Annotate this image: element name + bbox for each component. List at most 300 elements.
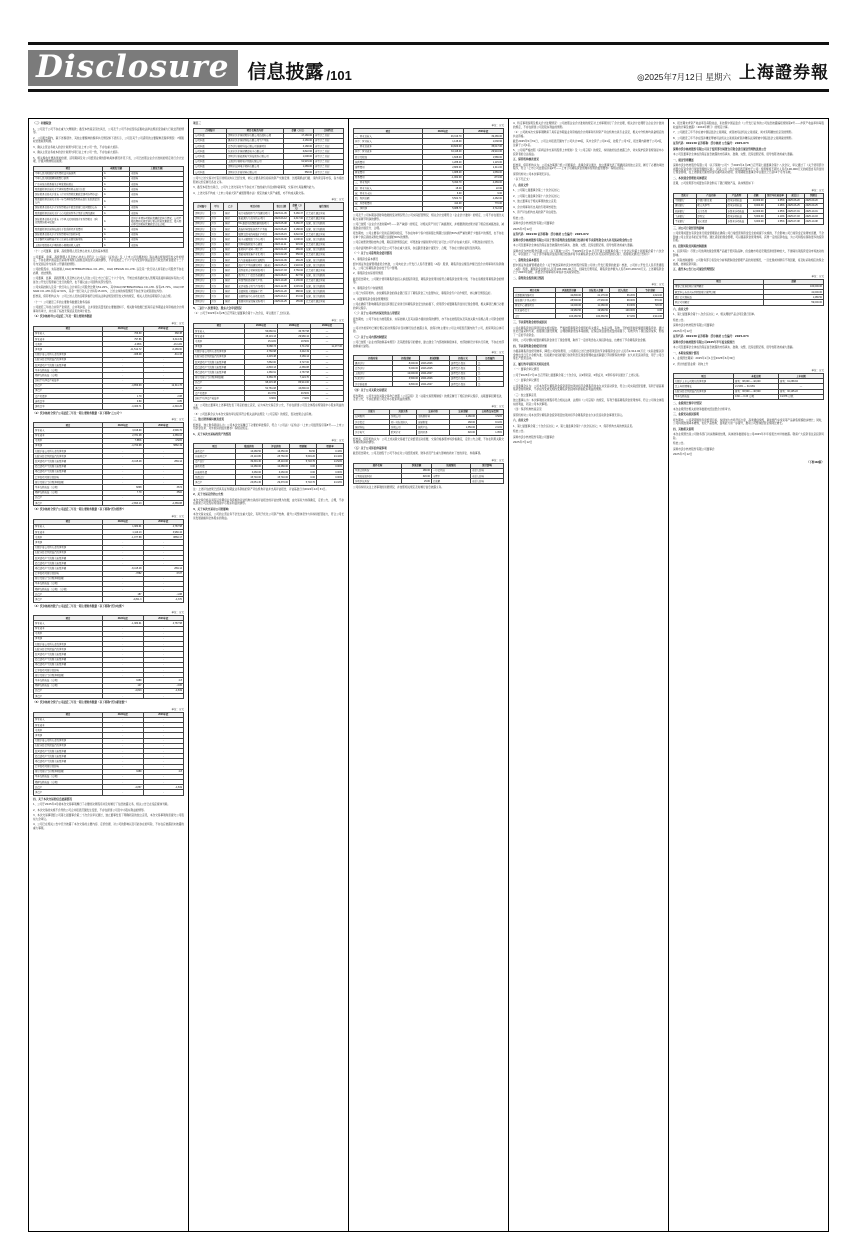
table-cell: 现金及现金等价物净增加额	[34, 673, 103, 678]
table-cell: 营业成本	[34, 433, 103, 438]
column-header: 合同编号	[194, 203, 211, 211]
column-header: 交易金额	[450, 409, 477, 414]
table-cell: -	[103, 774, 144, 779]
table-cell: 3,712.00	[463, 206, 504, 211]
table-cell: -	[103, 652, 144, 657]
table-cell: -	[103, 378, 144, 383]
column-header: 金额（万元）	[290, 203, 305, 211]
table-cell: 52,781.08	[245, 386, 278, 391]
table-cell: 净利润	[34, 540, 103, 545]
table-cell: 沃尔	[210, 284, 224, 289]
text-column	[508, 119, 668, 1231]
table-cell: 营业成本	[194, 334, 245, 339]
litigation-table	[353, 463, 504, 485]
body-paragraph: 2025年7月12日	[513, 441, 533, 445]
body-paragraph: 报告期内，公司主要客户及供应商相对稳定，不存在向单个客户的销售比例超过总额的50%或严重依赖于少数客户的情况，也不存在对单个供应商的采购比例超过总额的50%的情形。	[353, 232, 505, 239]
table-cell: 22.00	[463, 186, 504, 191]
table-cell: 保本浮动收益	[726, 203, 747, 208]
table-cell: -	[143, 368, 184, 373]
table-cell: -	[103, 780, 144, 785]
table-cell: 检测实验室设备采购项目	[237, 299, 273, 304]
table-cell: 东莞市沃尔核材精密电子有限公司	[227, 149, 284, 154]
table-cell: -	[103, 368, 144, 373]
table-cell: 深圳沃尔	[194, 242, 211, 247]
body-paragraph: （1）公司就本次交易事项聘请了具有证券期货业务资格的会计师事务所和资产评估机构出具专业意见，相关中介机构均具备相应的执业资格。	[513, 131, 664, 138]
table-cell: 新能源汽车高压线束项目	[237, 216, 273, 221]
table-cell: -	[143, 790, 184, 795]
table-cell: 36,787.58	[278, 328, 311, 333]
table-cell: 筹资活动产生的现金流量净额	[34, 469, 103, 474]
table-cell: 盈利：31,268.94	[779, 379, 824, 384]
table-cell: 深圳沃尔	[194, 268, 211, 273]
table-cell: 核材	[224, 232, 238, 237]
table-cell: 盈利：30,105.22	[779, 389, 824, 394]
section-heading: 五、保荐机构核查意见	[513, 158, 539, 161]
body-paragraph: 独立董事认为：本次事项的决策程序符合相关法律、法规和《公司章程》的规定，有利于提高募集资金使用效率，符合公司和全体股东的利益，同意公司本次事项。	[513, 399, 664, 406]
body-paragraph: 深圳市沃尔核材股份有限公司（以下简称"公司"）于2025年7月11日召开第七届董事会第二十次会议和第七届监事会第十六次会议，审议通过了《关于部分募集资金投资项目结项并将节余募集资金永久补充流动资金的议案》，现将相关情况公告如下：	[513, 249, 664, 256]
table-cell: 28,500.00	[556, 298, 583, 303]
cash-mgmt-table	[673, 193, 824, 225]
table-cell: 国家税务总局关于发布《中华人民共和国企业所得税月（季）度预缴纳税申报表》	[34, 216, 103, 227]
table-cell: -	[103, 717, 144, 722]
table-cell: 368.38	[143, 331, 184, 336]
table-cell: -4.08%	[103, 342, 144, 347]
table-cell: 沃尔	[210, 221, 224, 226]
table-cell: 0.00	[290, 464, 317, 469]
table-cell: 公司本部	[194, 138, 227, 143]
table-cell: 8860.17	[143, 535, 184, 540]
table-cell: 570.00	[637, 298, 664, 303]
table-cell: 净资产	[34, 500, 103, 505]
table-cell: 核材	[224, 299, 238, 304]
table-cell: 新能源汽车线束项目	[514, 298, 556, 303]
table-cell: 沃尔	[210, 263, 224, 268]
body-paragraph: 深圳市沃尔核材股份有限公司董事会	[673, 324, 715, 328]
table-cell: 688.00	[290, 289, 305, 294]
related-party-table	[353, 409, 504, 436]
table-cell: 审理中	[432, 473, 471, 478]
table-cell: 深圳沃尔新能源电气科技股份有限公司	[227, 154, 284, 159]
column-header: 金额	[747, 193, 765, 198]
table-cell: -869.14	[143, 459, 184, 464]
table-cell: 1,380.91	[245, 370, 278, 375]
column-header: 增值率	[317, 444, 344, 449]
body-paragraph: 公司已与保荐机构、存放募集资金的商业银行签订了募集资金三方监管协议，募集资金专户运作规范，协议履行情况良好。	[353, 292, 494, 295]
table-cell: 12,000.00	[393, 371, 420, 376]
table-cell: 1,918.00	[290, 263, 305, 268]
table-cell: 辐照交联电线电缆扩产项目	[237, 232, 273, 237]
table-cell: -	[103, 357, 144, 362]
table-cell: 盈利：36,500 — 40,500	[734, 389, 779, 394]
column-header: 2024年度	[103, 519, 144, 524]
body-paragraph: 为提高募集资金使用效率，降低公司财务费用，公司拟将上述已结项项目的节余募集资金合计人民币2,914.00万元（实际金额以资金转出当日专户余额为准，包括累计收到的银行存款利息及现金管理收益扣除银行手续费等的净额）永久补充流动资金，用于公司日常生产经营活动。	[513, 350, 664, 361]
table-cell: 总资产	[34, 495, 103, 500]
table-cell: 2.35%	[765, 198, 786, 203]
table-cell: 3,188.00	[290, 226, 305, 231]
table-cell: 营业收入	[34, 524, 103, 529]
table-cell: 8,000.00	[393, 361, 420, 366]
table-cell: 3,980.44	[143, 530, 184, 535]
table-cell: 归属于母公司所有者的净利润	[34, 352, 103, 357]
table-cell: 销售费用	[354, 160, 423, 165]
column-header: 项目内容	[237, 203, 273, 211]
body-paragraph: 公司存货周转率与同行业可比公司不存在重大差异，存货跌价准备计提充分、合理，不存在大额存货积压的风险。	[353, 246, 483, 250]
table-cell: 29,370.00	[263, 480, 290, 485]
section-heading: 项目三	[193, 122, 201, 125]
table-cell: 上海市财政局关于增值税小规模纳税人减免	[34, 242, 103, 247]
table-cell: -	[103, 738, 144, 743]
table-cell: 高性能复合材料研发项目	[237, 268, 273, 273]
table-cell: 自签订之日起	[314, 138, 344, 143]
table-cell: 深圳沃尔	[194, 237, 211, 242]
table-cell: 在建，按计划推进	[305, 263, 344, 268]
body-paragraph: 本公司及董事会全体成员保证信息披露的内容真实、准确、完整，没有虚假记载、误导性陈述或重大遗漏。	[673, 153, 795, 156]
table-cell: -	[143, 561, 184, 566]
table-cell: 在建，按计划推进	[305, 221, 344, 226]
column-header: 2023年度	[143, 519, 184, 524]
table-cell: 2024-2027	[420, 381, 450, 386]
table-cell: 12,000.00	[747, 209, 765, 214]
body-paragraph: 公司与上述交易对方签订的相关协议已经生效，协议主要条款包括标的资产交割安排、过渡期损益归属、违约责任等内容，各方将按照协议约定履行各自义务。	[193, 177, 344, 184]
body-paragraph: 5、公司将严格按照《深圳证券交易所股票上市规则》及《公司章程》的规定，持续做好信息披露工作，切实保护投资者特别是中小投资者的合法权益。	[513, 149, 664, 156]
table-cell: -	[103, 550, 144, 555]
table-cell: 915.00	[290, 242, 305, 247]
table-cell: 招商银行	[674, 209, 697, 214]
table-cell: -11,512.72	[103, 347, 144, 352]
body-paragraph: 截至报告期末，公司及控股子公司不存在对公司经营成果、财务状况产生重大影响的尚未了结的诉讼、仲裁事项。	[353, 452, 483, 456]
table-cell: 69.50	[290, 449, 317, 454]
table-cell: —	[311, 360, 344, 365]
body-paragraph: 公司实际控制人及其一致行动人合计持有公司股份比例为51.20%，其中OGQ INTERNATIONAL CO.,LTD. 持有23.70%，OGQ DESIGN CO.,LTD.持有12.50%，其余一致行动人合计持有15.00%，上述主体的持股情况不存在争议或者潜在纠纷。	[33, 286, 184, 293]
table-cell: 深圳沃尔	[194, 221, 211, 226]
table-cell: 沃尔	[210, 268, 224, 273]
table-cell: 1,586.00	[463, 154, 504, 159]
table-cell: 税金及附加	[354, 154, 423, 159]
table-cell: 扣除非经常性损益后的净利润	[34, 550, 103, 555]
table-cell: 国家税务总局关于企业所得税年度纳税申报	[34, 232, 103, 237]
section-heading: 深圳市沃尔核材股份有限公司关于部分募集资金投资项目结项并将节余募集资金永久补充流动资金的公告	[513, 238, 633, 242]
table-row	[34, 597, 184, 602]
body-paragraph: 本公司及董事会全体成员保证信息披露的内容真实、准确、完整，没有虚假记载、误导性陈述或重大遗漏。	[673, 346, 795, 350]
section-heading: （三）关于公司内部控制情况	[353, 335, 387, 339]
table-cell: -	[143, 581, 184, 586]
table-cell: 毛利率	[34, 342, 103, 347]
table-cell: 热缩材料智能制造生产基地	[237, 226, 273, 231]
table-cell: -	[103, 581, 144, 586]
table-cell: 稀释每股收益（元/股）（元/股）	[34, 587, 103, 592]
table-cell: 已完成并通过验收	[305, 278, 344, 283]
table-cell: 4,482.00	[463, 196, 504, 201]
table-cell: 2023-09-30	[273, 237, 290, 242]
table-cell: 销售产品	[417, 425, 450, 430]
table-cell: 沃尔投资	[354, 420, 390, 425]
section-heading: （1）沃尔核材母公司最近三年及一期主要财务数据	[33, 315, 92, 319]
table-cell: 3,711.52	[278, 344, 311, 349]
table-cell: 1,608.00	[423, 154, 464, 159]
table-cell: 无影响	[130, 176, 184, 181]
table-cell: 汇率变动对现金的影响	[34, 764, 103, 769]
body-paragraph: （以下无正文）	[513, 178, 532, 181]
body-paragraph: 本次交易价格以具有证券期货业务资格的评估机构出具的评估报告的评估结果为依据，由交易双方协商确定，定价公允、合理，不存在损害公司及股东特别是中小股东利益的情形。	[193, 498, 344, 506]
body-paragraph: 1、第七届董事会第十八次会议决议；2、相关理财产品合同及银行回单。	[673, 313, 757, 317]
table-cell: -4,760.98	[103, 443, 144, 448]
column-header: 2023年度	[463, 129, 504, 134]
table-cell: 2024-04-09	[273, 258, 290, 263]
table-cell: 168.00	[450, 420, 477, 425]
body-paragraph: 注：上述评估结果已经具有证券期货业务资格的资产评估机构评估并出具评估报告，评估基准日为2024年12月31日。	[193, 487, 329, 491]
table-cell: 无影响	[130, 242, 184, 247]
table-cell: 无影响	[130, 197, 184, 205]
table-row	[34, 500, 184, 505]
table-cell: 56,680.91	[245, 328, 278, 333]
body-paragraph: 特此公告。	[513, 430, 526, 434]
section-heading: （四）关于公司关联交易情况	[353, 389, 387, 393]
fin-table-2	[33, 422, 184, 506]
body-paragraph: 公司于2025年7月11日召开第七届董事会第二十次会议，以9票同意、0票反对、0票弃权审议通过了上述议案。	[513, 373, 642, 377]
table-cell: 46,319.70	[423, 134, 464, 139]
table-cell: -	[103, 673, 144, 678]
cash-summary-table	[673, 279, 824, 306]
table-cell: 40,829.00	[423, 144, 464, 149]
body-paragraph: 4、上述交易不构成《上市公司重大资产重组管理办法》规定的重大资产重组，亦不构成关联交易。	[193, 191, 307, 195]
body-paragraph: 2025年7月12日	[513, 227, 533, 231]
table-cell: 720.00	[637, 303, 664, 308]
table-cell: 41,000.00	[764, 290, 824, 295]
table-cell: 4,415.48	[245, 354, 278, 359]
table-cell: 非流动负债	[194, 470, 236, 475]
table-cell: 100,000.00	[764, 284, 824, 289]
table-cell: 2024-10-28	[273, 278, 290, 283]
body-paragraph: 2、本次交易的实施不会导致公司合并报表范围发生变更，不存在损害公司及中小股东利益的情形。	[33, 808, 147, 812]
table-cell: 基本每股收益（元/股）	[34, 485, 103, 490]
table-cell: -	[143, 631, 184, 636]
table-cell: 2024-07-03	[273, 268, 290, 273]
table-cell: -468.09	[103, 352, 144, 357]
table-cell: -	[103, 495, 144, 500]
table-cell: -8,415.48	[103, 566, 144, 571]
table-cell: -869.14	[143, 566, 184, 571]
table-cell: 减：营业外支出	[354, 191, 423, 196]
table-cell: A	[103, 197, 130, 205]
table-cell: 深圳沃尔	[194, 252, 211, 257]
table-cell: 核材	[224, 258, 238, 263]
table-cell: 6.00	[423, 191, 464, 196]
column-header: 本报告期	[734, 374, 779, 379]
table-cell: 2,411.00	[463, 165, 504, 170]
table-cell: 深圳沃尔	[194, 263, 211, 268]
body-paragraph: 报告期内，公司不存在为控股股东、实际控制人及其关联方提供担保的情形，亦不存在控股股东及其他关联方违规占用公司资金的情形。	[353, 317, 504, 324]
table-cell: 专利权侵权纠纷	[354, 473, 402, 478]
body-paragraph: 2025年7月12日	[673, 329, 693, 333]
table-cell: -	[143, 545, 184, 550]
table-cell: 采购原材料	[417, 414, 450, 419]
table-cell: 汇率变动对现金的影响	[34, 571, 103, 576]
table-cell: 营业收入	[194, 328, 245, 333]
table-cell: -	[143, 469, 184, 474]
table-cell: 现金及现金等价物净增加额	[34, 480, 103, 485]
table-cell: 45,110.00	[263, 459, 290, 464]
table-cell: 7,882.00	[245, 360, 278, 365]
table-cell: -	[103, 647, 144, 652]
table-cell: 深圳沃尔	[194, 273, 211, 278]
table-cell: 核材科技	[354, 425, 390, 430]
table-cell: —	[311, 365, 344, 370]
table-cell: 沃尔电气	[354, 430, 390, 435]
column-header: 预计年化收益率	[765, 193, 786, 198]
guarantee-table	[353, 355, 504, 387]
table-cell: 320.00	[450, 430, 477, 435]
table-cell: -16.14%	[143, 342, 184, 347]
table-cell: 财务费用	[354, 175, 423, 180]
table-cell: 国家税务总局关于企业所得税若干政策征管口径问题的公告	[34, 205, 103, 210]
body-paragraph: 深圳市沃尔核材股份有限公司（以下简称"公司"）于2025年4月28日召开第七届董事会第十八次会议，审议通过了《关于使用部分闲置自有资金进行现金管理的议案》，同意公司（含合并报表范围内子公司）使用额度不超过人民币100,000万元的闲置自有资金进行现金管理，在上述额度范围内资金可循环滚动使用，使用期限自董事会审议通过之日起12个月内有效。	[673, 164, 824, 174]
table-cell: 毛利率	[34, 535, 103, 540]
table-cell: 4,787.58	[143, 621, 184, 626]
table-cell: 2023-2026	[420, 361, 450, 366]
section-heading: 五、履行的审议程序及相关意见	[513, 362, 550, 366]
body-paragraph: （1）公司于2025年4月28日召开第七届董事会第十八次会议，审议通过了上述议案。	[193, 312, 292, 316]
table-cell: 1,988.00	[423, 170, 464, 175]
table-cell: 无影响	[130, 187, 184, 192]
table-cell: 2024-2027	[420, 371, 450, 376]
column-header: 项目名称及内容	[227, 128, 284, 133]
column-header: 到期日	[804, 193, 824, 198]
table-cell: 净利润	[34, 443, 103, 448]
table-cell: -	[143, 780, 184, 785]
table-cell: 21.53% — 34.33%	[734, 384, 779, 389]
table-row	[514, 313, 664, 318]
table-cell: 净资产	[34, 790, 103, 795]
table-cell: 6,727.00	[278, 360, 311, 365]
forecast-table	[673, 373, 824, 400]
table-cell: 94.00%	[610, 303, 637, 308]
table-cell: -	[143, 759, 184, 764]
table-cell: 已完成并通过验收	[305, 216, 344, 221]
table-cell: 4,469.00	[463, 180, 504, 185]
table-row	[354, 430, 504, 435]
table-cell: 29,980.44	[278, 334, 311, 339]
table-cell: 归属于母公司所有者的净利润	[34, 738, 103, 743]
table-cell: 沃尔	[210, 237, 224, 242]
table-cell: -	[143, 723, 184, 728]
table-cell: 29,910.00	[463, 149, 504, 154]
tax-policy-table	[33, 166, 184, 249]
table-unit-label: 单位：万元	[651, 283, 664, 286]
section-heading: 四、其他相关说明	[673, 427, 694, 431]
table-cell: 3,260.00	[236, 470, 263, 475]
table-cell: 41,176.00	[583, 293, 610, 298]
column-header: 上年同期	[779, 374, 824, 379]
table-cell: 毛利率	[34, 728, 103, 733]
body-paragraph: 本次业绩预告相关的财务数据未经注册会计师审计。	[673, 407, 733, 411]
body-paragraph: 4、特定事项说明及相关会计处理情况：公司按照企业会计准则的规定对上述事项进行了会计处理，相关会计处理符合企业会计准则的规定，不存在损害公司及股东利益的情形。	[513, 122, 664, 129]
table-cell: 3,018.90	[103, 428, 144, 433]
table-cell: 2023-2025	[420, 366, 450, 371]
section-heading: （2）沃尔核材全资子公司最近三年及一期主要财务数据（以下简称"乙公司"）	[33, 411, 124, 415]
table-unit-label: 单位：万元	[491, 404, 504, 408]
body-paragraph: 3、独立董事关于相关事项的独立意见；	[513, 200, 559, 203]
fin-table-3	[33, 519, 184, 603]
table-cell: 11,280.00	[583, 303, 610, 308]
table-cell: 沃尔	[210, 273, 224, 278]
column-header: 关联关系	[390, 409, 417, 414]
table-cell: -	[103, 790, 144, 795]
article-columns	[28, 118, 829, 1232]
table-cell: 5,718.70	[290, 480, 317, 485]
table-unit-label: 单位：万元	[171, 707, 184, 711]
body-paragraph: 近期，公司使用部分闲置自有资金购买了银行理财产品，具体情况如下：	[673, 182, 756, 185]
table-cell: 深圳沃尔	[194, 294, 211, 299]
table-cell: 是	[477, 381, 504, 386]
table-cell: 96.20%	[610, 293, 637, 298]
table-cell: 1,008.00	[284, 154, 314, 159]
section-heading: 四、节余募集资金的使用计划	[513, 344, 547, 348]
table-cell: 5,000.00	[393, 366, 420, 371]
table-cell: -	[143, 449, 184, 454]
table-cell: 深圳沃尔	[194, 258, 211, 263]
table-cell: 智能电网设备产业化项目	[237, 252, 273, 257]
body-paragraph: 经核查，独立财务顾问认为：公司本次交易履行了必要的审批程序，符合《公司法》《证券法》《上市公司监管指引第8号——上市公司资金往来、对外担保的监管要求》等相关规定。	[193, 423, 344, 431]
table-cell: 长园集团	[354, 414, 390, 419]
column-header: 涉案金额	[402, 463, 432, 468]
table-cell: 1,288.00	[423, 160, 464, 165]
table-cell: 投资活动产生的现金流量净额	[34, 464, 103, 469]
body-paragraph: 1、第七届董事会第二十次会议决议；2、第七届监事会第十六次会议决议；3、保荐机构出具的核查意见。	[513, 424, 635, 428]
table-cell: 仓储物流中心自动化改造	[237, 294, 273, 299]
table-cell: 42,800.00	[556, 293, 583, 298]
table-cell: 五、净利润	[354, 206, 423, 211]
table-cell: 沃尔	[210, 247, 224, 252]
table-cell: 23,651.30	[236, 480, 263, 485]
table-row	[354, 381, 504, 386]
table-cell: -	[143, 475, 184, 480]
table-cell: 建设银行	[674, 203, 697, 208]
table-cell: 非保本浮动收益	[726, 219, 747, 224]
table-row	[34, 197, 184, 205]
table-cell: 董事会批准的现金管理额度	[674, 284, 764, 289]
table-cell: 在建，按计划推进	[305, 247, 344, 252]
table-cell: 其中：营业收入	[354, 139, 423, 144]
table-cell: 稀释每股收益（元/股）	[34, 683, 103, 688]
table-cell: -	[103, 464, 144, 469]
table-cell: -4,389.88	[143, 500, 184, 505]
table-cell: 扣除非经常性损益后的净利润	[34, 454, 103, 459]
table-cell: 沃尔	[210, 242, 224, 247]
table-cell: 2023-06-20	[273, 226, 290, 231]
table-cell: 核材	[224, 294, 238, 299]
table-cell: 0.30 — 0.33 元/股	[734, 394, 779, 399]
table-cell: 公司本部	[194, 149, 227, 154]
continued-note: （下转102版）	[806, 460, 824, 464]
table-cell: 2.10%	[477, 425, 504, 430]
table-cell: 4,787.58	[278, 370, 311, 375]
table-cell: 4.52%	[143, 438, 184, 443]
table-cell: A	[103, 205, 130, 210]
table-cell: 扣除非经常性损益后的净利润	[34, 743, 103, 748]
table-cell: 186.00	[402, 468, 432, 473]
table-cell: 12,480.00	[236, 464, 263, 469]
table-cell: -8,415.48	[103, 459, 144, 464]
body-paragraph: 7、公司最近三年不存在被中国证监会立案调查，或者被司法机关立案侦查，尚未有明确结论意见的情形。	[673, 131, 794, 134]
table-cell: -2,893.13	[103, 500, 144, 505]
column-header: 2024年度	[103, 326, 144, 331]
table-cell: 2023-01-05	[273, 211, 290, 216]
table-cell: 基本每股收益（元/股）	[34, 774, 103, 779]
table-cell: 提供劳务	[417, 430, 450, 435]
table-cell: -	[143, 587, 184, 592]
column-header: 项目	[34, 519, 103, 524]
table-cell: 资产总计	[194, 459, 236, 464]
